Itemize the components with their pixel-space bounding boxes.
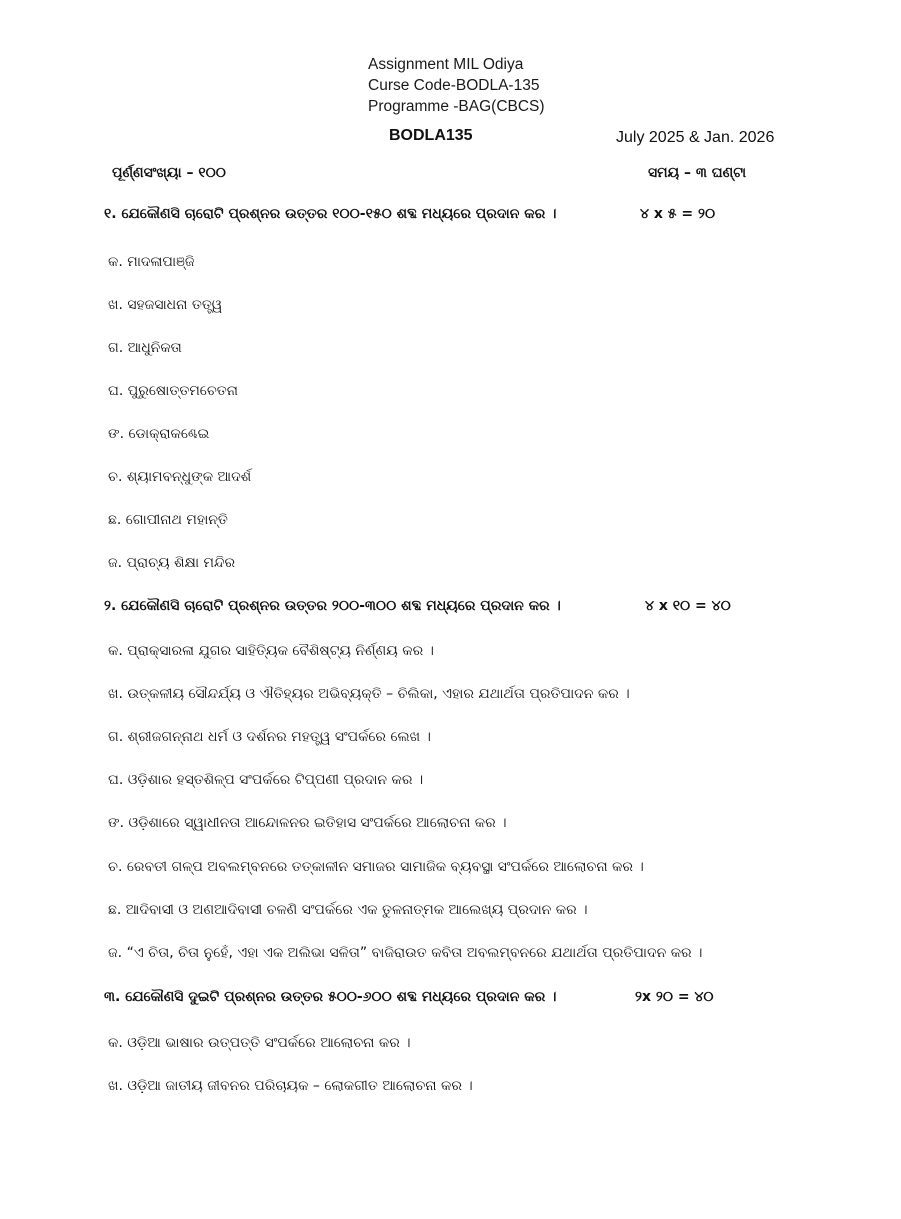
list-item: କ. ଓଡ଼ିଆ ଭାଷାର ଉତ୍ପତ୍ତି ସଂପର୍କରେ ଆଲୋଚନା କର ।: [108, 1035, 411, 1051]
list-item: ଖ. ସହଜସାଧନା ତତ୍ତ୍ୱ: [108, 297, 223, 313]
list-item: ଜ. “ଏ ଚିତା, ଚିତା ନୁହେଁ, ଏହା ଏକ ଅଲିଭା ସଳିତା” ବାଜିରାଉତ କବିତା ଅବଲମ୍ବନରେ ଯଥାର୍ଥତା ପ୍ରତିପାଦନ କର ।: [108, 945, 703, 961]
assignment-title: Assignment MIL Odiya: [368, 56, 524, 73]
list-item: ଚ. ଶ୍ୟାମବନ୍ଧୁଙ୍କ ଆଦର୍ଶ: [108, 469, 252, 485]
programme: Programme -BAG(CBCS): [368, 98, 545, 115]
course-code: Curse Code-BODLA-135: [368, 77, 540, 94]
list-item: ଗ. ଶ୍ରୀଜଗନ୍ନାଥ ଧର୍ମ ଓ ଦର୍ଶନର ମହତ୍ତ୍ୱ ସଂପର୍କରେ ଲେଖ ।: [108, 729, 431, 745]
full-marks: ପୂର୍ଣ୍ଣସଂଖ୍ୟା – ୧୦୦: [112, 165, 226, 181]
question-2-marks: ୪ x ୧୦ = ୪୦: [645, 598, 731, 614]
list-item: କ. ପ୍ରାକ୍‌ସାରଳା ଯୁଗର ସାହିତ୍ୟିକ ବୈଶିଷ୍ଟ୍ୟ ନିର୍ଣ୍ଣୟ କର ।: [108, 643, 434, 659]
list-item: ଛ. ଆଦିବାସୀ ଓ ଅଣଆଦିବାସୀ ଚଳଣି ସଂପର୍କରେ ଏକ ତୁଳନାତ୍ମକ ଆଲେଖ୍ୟ ପ୍ରଦାନ କର ।: [108, 902, 588, 918]
list-item: ଘ. ପୁରୁଷୋତ୍ତମଚେତନା: [108, 383, 239, 399]
paper-code: BODLA135: [389, 127, 473, 144]
time-limit: ସମୟ – ୩ ଘଣ୍ଟା: [648, 165, 747, 181]
question-3-marks: ୨x ୨୦ = ୪୦: [635, 989, 714, 1005]
list-item: ଜ. ପ୍ରାଚ୍ୟ ଶିକ୍ଷା ମନ୍ଦିର: [108, 555, 236, 571]
list-item: ଚ. ରେବତୀ ଗଳ୍ପ ଅବଲମ୍ବନରେ ତତ୍‌କାଳୀନ ସମାଜର ସାମାଜିକ ବ୍ୟବସ୍ଥା ସଂପର୍କରେ ଆଲୋଚନା କର ।: [108, 859, 644, 875]
list-item: ଖ. ଓଡ଼ିଆ ଜାତୀୟ ଜୀବନର ପରିଚାୟକ – ଲୋକଗୀତ ଆଲୋଚନା କର ।: [108, 1078, 473, 1094]
question-1: ୧. ଯେକୌଣସି ଚାରୋଟି ପ୍ରଶ୍ନର ଉତ୍ତର ୧୦୦-୧୫୦ ଶବ୍ଦ ମଧ୍ୟରେ ପ୍ରଦାନ କର ।: [104, 206, 557, 222]
question-3: ୩. ଯେକୌଣସି ଦୁଇଟି ପ୍ରଶ୍ନର ଉତ୍ତର ୫୦୦-୬୦୦ ଶବ୍ଦ ମଧ୍ୟରେ ପ୍ରଦାନ କର ।: [104, 989, 557, 1005]
session: July 2025 & Jan. 2026: [616, 129, 775, 146]
list-item: କ. ମାଦଳାପାଞ୍ଜି: [108, 254, 195, 270]
list-item: ଖ. ଉତ୍କଳୀୟ ସୌନ୍ଦର୍ଯ୍ୟ ଓ ଐତିହ୍ୟର ଅଭିବ୍ୟକ୍ତି – ଚିଲିକା, ଏହାର ଯଥାର୍ଥତା ପ୍ରତିପାଦନ କର ।: [108, 686, 630, 702]
question-2: ୨. ଯେକୌଣସି ଚାରୋଟି ପ୍ରଶ୍ନର ଉତ୍ତର ୨୦୦-୩୦୦ ଶବ୍ଦ ମଧ୍ୟରେ ପ୍ରଦାନ କର ।: [104, 598, 561, 614]
list-item: ଘ. ଓଡ଼ିଶାର ହସ୍ତଶିଳ୍ପ ସଂପର୍କରେ ଟିପ୍ପଣୀ ପ୍ରଦାନ କର ।: [108, 772, 424, 788]
list-item: ଙ. ଓଡ଼ିଶାରେ ସ୍ୱାଧୀନତା ଆନ୍ଦୋଳନର ଇତିହାସ ସଂପର୍କରେ ଆଲୋଚନା କର ।: [108, 815, 507, 831]
list-item: ଛ. ଗୋପୀନାଥ ମହାନ୍ତି: [108, 512, 228, 528]
list-item: ଙ. ଡୋକ୍ରାକଣ୍ଢେଇ: [108, 426, 210, 442]
list-item: ଗ. ଆଧୁନିକତା: [108, 340, 182, 356]
question-1-marks: ୪ x ୫ = ୨୦: [640, 206, 716, 222]
